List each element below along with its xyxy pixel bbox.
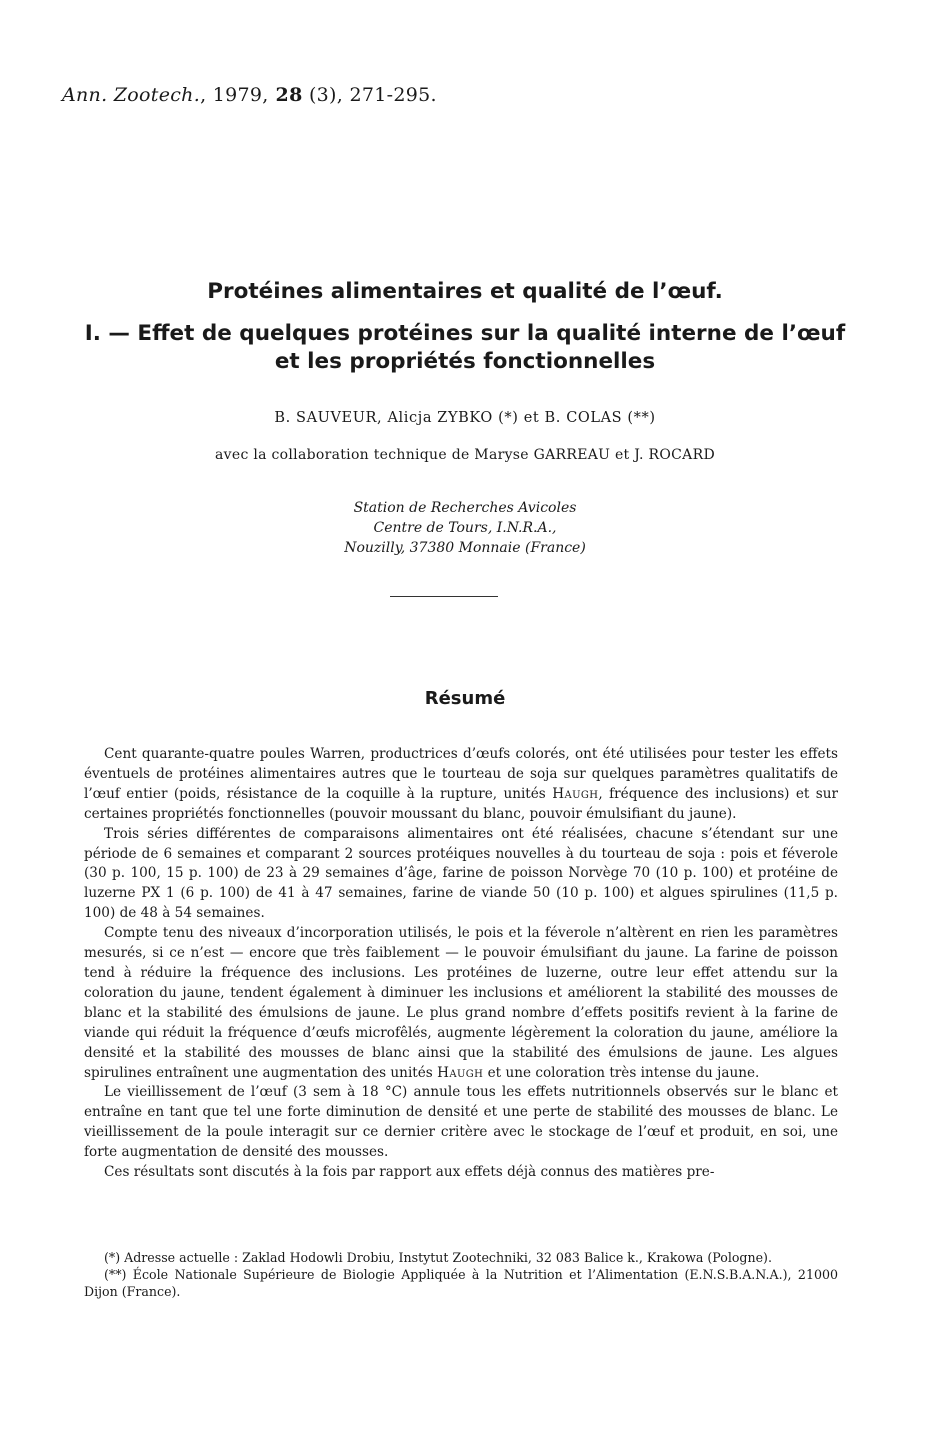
abstract-paragraph-5: Ces résultats sont discutés à la fois par rapport aux effets déjà connus des matières pre- xyxy=(104,1164,715,1181)
abstract-text: et une coloration très intense du jaune. xyxy=(483,1064,760,1081)
paper-title: Protéines alimentaires et qualité de l’œuf. xyxy=(207,279,723,304)
abstract-paragraph-3 xyxy=(84,924,838,1083)
paper-subtitle xyxy=(40,320,890,376)
abstract-paragraph-4: Le vieillissement de l’œuf (3 sem à 18 °C) annule tous les effets nutritionnels observés sur le blanc et entraîne en tant que tel une forte diminution de densité et une perte de stabilité des mousses de blanc. Le vieillissement de la poule interagit sur ce dernier critère avec le stockage de l’œuf et produit, en soi, une forte augmentation de densité des mousses. xyxy=(84,1084,838,1161)
haugh-term: Haugh xyxy=(552,785,599,802)
footnotes xyxy=(84,1249,838,1300)
abstract-paragraph-2: Trois séries différentes de comparaisons alimentaires ont été réalisées, chacune s’étendant sur une période de 6 semaines et comparant 2 sources protéiques nouvelles à du tourteau de soja : pois et féverole (30 p. 100, 15 p. 100) de 23 à 29 semaines d’âge, farine de poisson Norvège 70 (10 p. 100) et protéine de luzerne PX 1 (6 p. 100) de 41 à 47 semaines, farine de viande 50 (10 p. 100) et algues spirulines (11,5 p. 100) de 48 à 54 semaines. xyxy=(84,825,838,922)
journal-issue-pages: (3), 271-295. xyxy=(302,84,437,106)
journal-volume: 28 xyxy=(268,84,303,106)
journal-name: Ann. Zootech. xyxy=(62,84,201,106)
affiliation-line-1: Station de Recherches Avicoles xyxy=(353,500,577,516)
author-list: B. SAUVEUR, Alicja ZYBKO (*) et B. COLAS (**) xyxy=(274,410,656,426)
abstract-body xyxy=(84,745,838,1183)
abstract-text: Cent quarante-quatre poules Warren, productrices d’œufs colorés, ont été utilisées pour tester les effets éventuels de protéines alimentaires autres que le tourteau de soja sur quelques paramètres qualitatifs de l’œuf entier (poids, résistance de la coquille à la rupture, unités xyxy=(84,746,838,802)
journal-year: , 1979, xyxy=(200,84,269,106)
affiliation-line-2: Centre de Tours, I.N.R.A., xyxy=(373,520,557,536)
abstract-text: Compte tenu des niveaux d’incorporation utilisés, le pois et la féverole n’altèrent en rien les paramètres mesurés, si ce n’est — encore que très faiblement — le pouvoir émulsifiant du jaune. La farine de poisson tend à réduire la fréquence des inclusions. Les protéines de luzerne, outre leur effet attendu sur la coloration du jaune, tendent également à diminuer les inclusions et améliorent la stabilité des mousses de blanc et la stabilité des émulsions de jaune. Le plus grand nombre d’effets positifs revient à la farine de viande qui réduit la fréquence d’œufs microfêlés, augmente légèrement la coloration du jaune, améliore la densité et la stabilité des mousses de blanc ainsi que la stabilité des émulsions de jaune. Les algues spirulines entraînent une augmentation des unités xyxy=(84,925,838,1081)
footnote-1: (*) Adresse actuelle : Zaklad Hodowli Drobiu, Instytut Zootechniki, 32 083 Balice k., Krakowa (Pologne). xyxy=(104,1250,772,1265)
paper-subtitle-line-2: et les propriétés fonctionnelles xyxy=(274,349,656,374)
divider-rule xyxy=(390,596,498,597)
abstract-paragraph-1 xyxy=(84,745,838,825)
haugh-term: Haugh xyxy=(437,1064,484,1081)
affiliation xyxy=(40,498,890,558)
journal-reference xyxy=(62,84,437,106)
technical-collaboration: avec la collaboration technique de Maryse GARREAU et J. ROCARD xyxy=(215,447,715,463)
abstract-heading: Résumé xyxy=(424,688,506,709)
paper-subtitle-line-1: I. — Effet de quelques protéines sur la qualité interne de l’œuf xyxy=(84,321,846,346)
footnote-2: (**) École Nationale Supérieure de Biologie Appliquée à la Nutrition et l’Alimentation (E.N.S.B.A.N.A.), 21000 Dijon (France). xyxy=(84,1267,838,1299)
affiliation-line-3: Nouzilly, 37380 Monnaie (France) xyxy=(344,540,586,556)
abstract-text: , fréquence des inclusions) et sur certaines propriétés fonctionnelles (pouvoir moussant du blanc, pouvoir émulsifiant du jaune). xyxy=(84,785,838,822)
